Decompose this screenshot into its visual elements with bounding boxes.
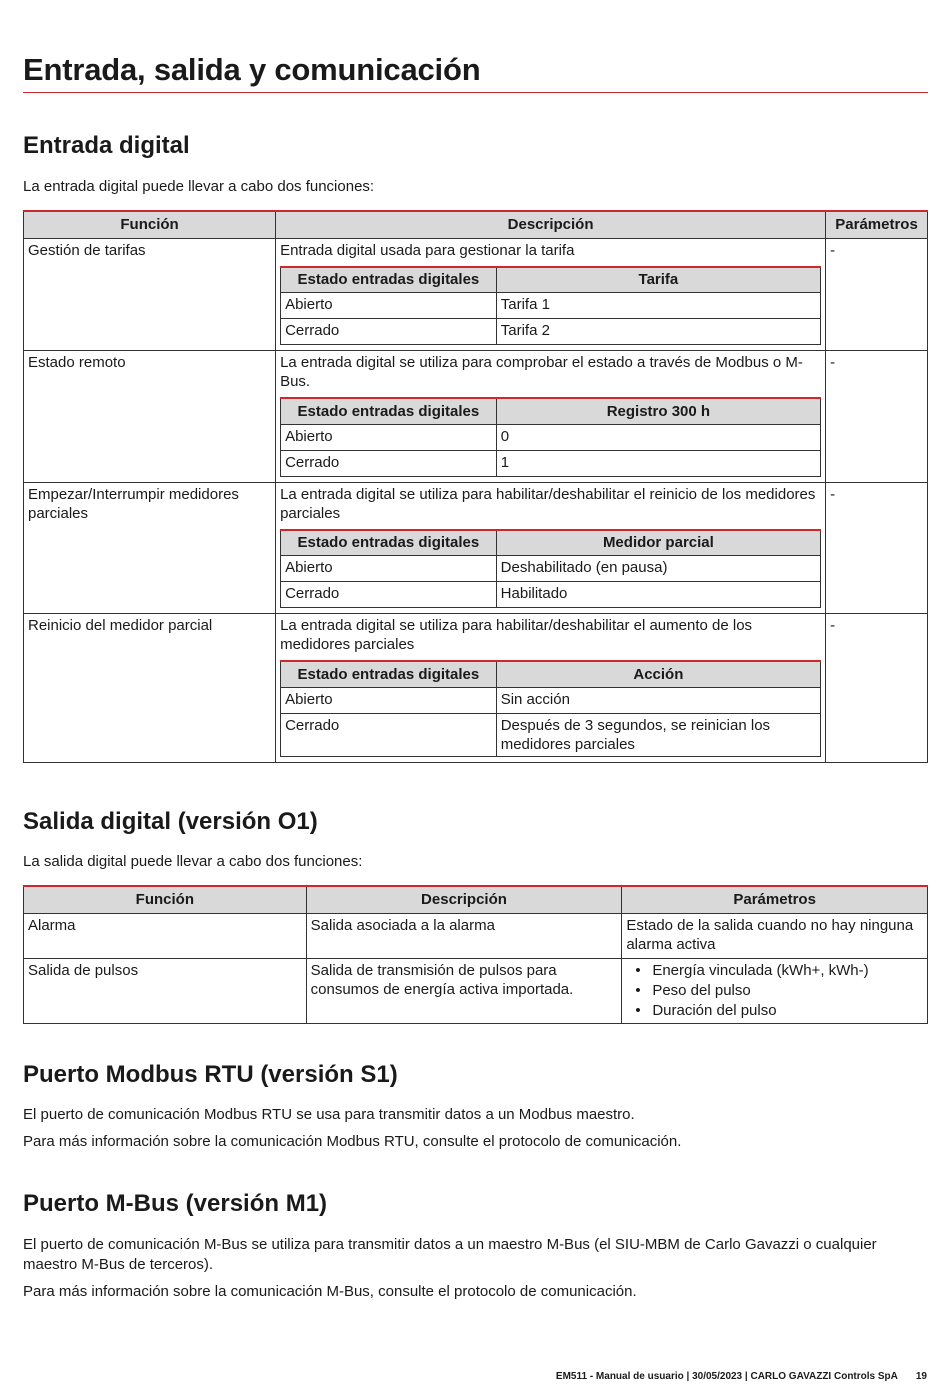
subtable-cell: Abierto — [281, 556, 497, 582]
modbus-paragraph: Para más información sobre la comunicación Modbus RTU, consulte el protocolo de comunicación. — [23, 1133, 682, 1150]
cell-parameters — [622, 958, 928, 1023]
header-function: Función — [24, 211, 276, 238]
subtable-cell: Sin acción — [496, 687, 820, 713]
table-row — [24, 482, 928, 614]
page-footer — [556, 1371, 927, 1382]
subtable-cell: Tarifa 2 — [496, 319, 820, 345]
table-row — [24, 913, 928, 958]
mbus-paragraph: El puerto de comunicación M-Bus se utiliza para transmitir datos a un maestro M-Bus (el SIU-MBM de Carlo Gavazzi o cualquier maestro M-Bus de terceros). — [23, 1236, 877, 1273]
subtable-header: Registro 300 h — [496, 398, 820, 424]
subtable-cell: Abierto — [281, 293, 497, 319]
table-row — [24, 238, 928, 351]
cell-function: Alarma — [24, 913, 307, 958]
table-row — [24, 614, 928, 763]
subtable-cell: Abierto — [281, 687, 497, 713]
mbus-heading: Puerto M-Bus (versión M1) — [23, 1190, 328, 1217]
cell-parameters: - — [826, 351, 928, 483]
header-description: Descripción — [276, 211, 826, 238]
header-function: Función — [24, 886, 307, 913]
digital-output-table — [23, 885, 928, 1024]
table-row — [24, 958, 928, 1023]
partial-meter-subtable — [280, 529, 821, 609]
action-subtable — [280, 660, 821, 757]
subtable-cell: Cerrado — [281, 713, 497, 756]
subtable-header: Estado entradas digitales — [281, 661, 497, 687]
cell-function: Estado remoto — [24, 351, 276, 483]
cell-function: Gestión de tarifas — [24, 238, 276, 351]
cell-description: Salida de transmisión de pulsos para consumos de energía activa importada. — [306, 958, 622, 1023]
subtable-header: Estado entradas digitales — [281, 267, 497, 293]
footer-text: EM511 - Manual de usuario | 30/05/2023 | CARLO GAVAZZI Controls SpA — [555, 1371, 898, 1382]
page-number: 19 — [915, 1371, 927, 1382]
cell-description — [276, 351, 826, 483]
subtable-cell: Habilitado — [496, 582, 820, 608]
digital-input-table — [23, 210, 928, 763]
cell-function: Empezar/Interrumpir medidores parciales — [24, 482, 276, 614]
subtable-header: Tarifa — [496, 267, 820, 293]
subtable-cell: Cerrado — [281, 319, 497, 345]
subtable-cell: Después de 3 segundos, se reinician los medidores parciales — [496, 713, 820, 756]
cell-description: Salida asociada a la alarma — [306, 913, 622, 958]
subtable-cell: Cerrado — [281, 450, 497, 476]
modbus-heading: Puerto Modbus RTU (versión S1) — [23, 1061, 398, 1088]
modbus-paragraph: El puerto de comunicación Modbus RTU se usa para transmitir datos a un Modbus maestro. — [23, 1106, 635, 1123]
header-parameters: Parámetros — [826, 211, 928, 238]
subtable-cell: 1 — [496, 450, 820, 476]
list-item: • Duración del pulso — [631, 1001, 923, 1021]
subtable-cell: Tarifa 1 — [496, 293, 820, 319]
digital-input-heading: Entrada digital — [23, 132, 190, 159]
table-header-row — [24, 211, 928, 238]
subtable-cell: 0 — [496, 424, 820, 450]
cell-function: Reinicio del medidor parcial — [24, 614, 276, 763]
cell-parameters: - — [826, 482, 928, 614]
digital-input-intro: La entrada digital puede llevar a cabo dos funciones: — [23, 178, 375, 195]
description-text: La entrada digital se utiliza para habilitar/deshabilitar el reinicio de los medidores parciales — [280, 485, 816, 522]
cell-parameters: - — [826, 614, 928, 763]
cell-description — [276, 614, 826, 763]
tariff-subtable — [280, 266, 821, 346]
description-text: La entrada digital se utiliza para comprobar el estado a través de Modbus o M-Bus. — [280, 354, 803, 390]
remote-status-subtable — [280, 397, 821, 477]
digital-output-heading: Salida digital (versión O1) — [23, 808, 318, 835]
subtable-header: Acción — [496, 661, 820, 687]
subtable-cell: Abierto — [281, 424, 497, 450]
mbus-paragraph: Para más información sobre la comunicación M-Bus, consulte el protocolo de comunicación. — [23, 1283, 637, 1300]
list-item: • Energía vinculada (kWh+, kWh-) — [631, 961, 923, 981]
subtable-cell: Cerrado — [281, 582, 497, 608]
page-title: Entrada, salida y comunicación — [23, 52, 928, 93]
list-item: • Peso del pulso — [631, 981, 923, 1001]
subtable-header: Estado entradas digitales — [281, 530, 497, 556]
digital-output-intro: La salida digital puede llevar a cabo dos funciones: — [23, 853, 363, 870]
table-header-row — [24, 886, 928, 913]
table-row — [24, 351, 928, 483]
cell-function: Salida de pulsos — [24, 958, 307, 1023]
subtable-header: Estado entradas digitales — [281, 398, 497, 424]
cell-description — [276, 482, 826, 614]
header-parameters: Parámetros — [622, 886, 928, 913]
header-description: Descripción — [306, 886, 622, 913]
description-text: Entrada digital usada para gestionar la tarifa — [280, 241, 575, 259]
subtable-cell: Deshabilitado (en pausa) — [496, 556, 820, 582]
description-text: La entrada digital se utiliza para habilitar/deshabilitar el aumento de los medidores parciales — [280, 617, 753, 653]
subtable-header: Medidor parcial — [496, 530, 820, 556]
parameter-list — [626, 961, 923, 1021]
cell-parameters: - — [826, 238, 928, 351]
cell-description — [276, 238, 826, 351]
cell-parameters: Estado de la salida cuando no hay ninguna alarma activa — [622, 913, 928, 958]
